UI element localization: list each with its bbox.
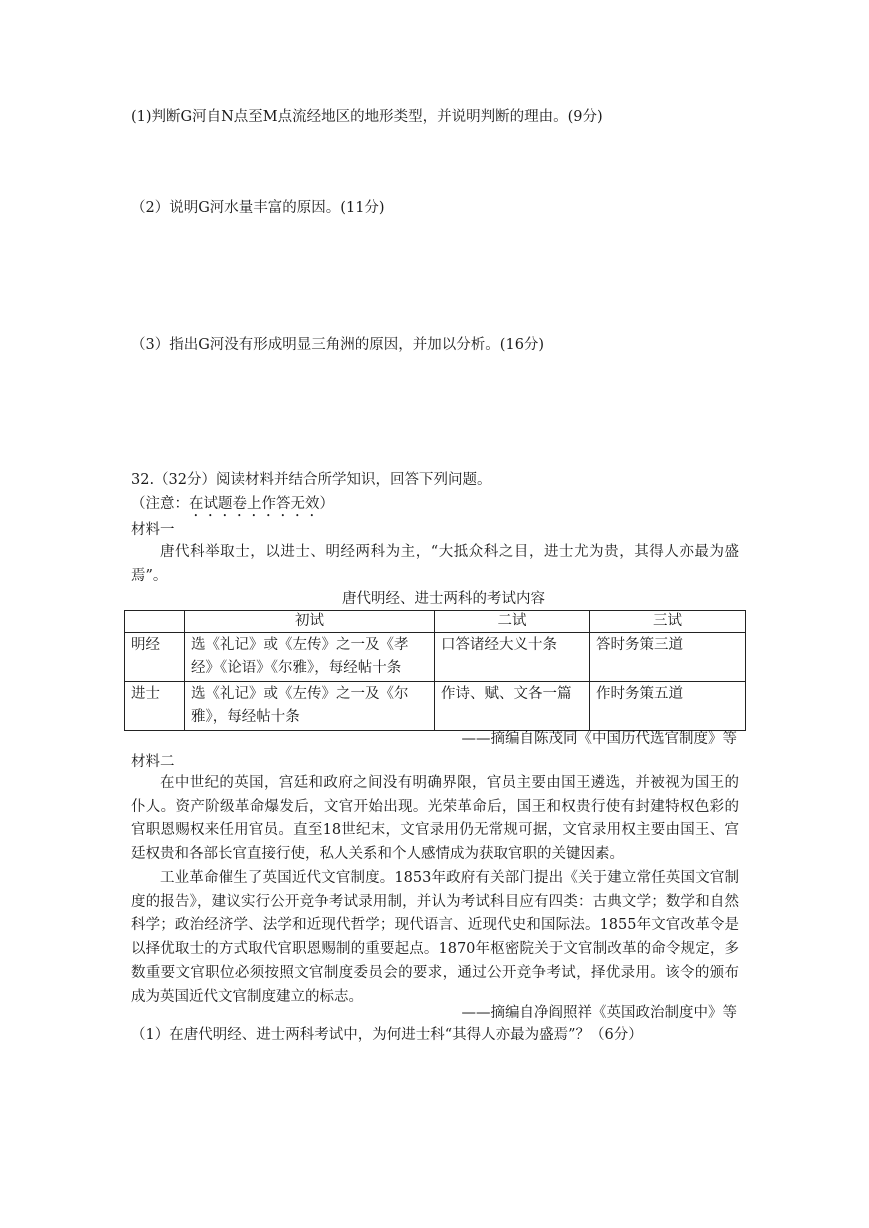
row-name: 明经: [125, 633, 185, 682]
material-1-text: 唐代科举取士，以进士、明经两科为主，“大抵众科之目，进士尤为贵，其得人亦最为盛焉”。: [131, 544, 739, 584]
question-1: (1)判断G河自N点至M点流经地区的地形类型，并说明判断的理由。(9分): [131, 109, 603, 125]
table-header-second-exam: 二试: [435, 611, 590, 633]
material-1-source: ——摘编自陈茂同《中国历代选官制度》等: [461, 731, 737, 747]
row-second-exam: 口答诸经大义十条: [435, 633, 590, 682]
table-header-first-exam: 初试: [185, 611, 435, 633]
table-caption: 唐代明经、进士两科的考试内容: [342, 591, 545, 607]
row-second-exam: 作诗、赋、文各一篇: [435, 682, 590, 731]
note-emphasis: 在试题卷上作答无效: [189, 496, 320, 512]
material-1-label: 材料一: [131, 522, 175, 538]
question-32-header: 32.（32分）阅读材料并结合所学知识，回答下列问题。: [131, 472, 492, 488]
answer-note: [131, 494, 334, 520]
table-row: [125, 633, 746, 682]
exam-content-table: [124, 610, 746, 731]
material-2-paragraph-2: 工业革命催生了英国近代文官制度。1853年政府有关部门提出《关于建立常任英国文官制度的报告》，建议实行公开竞争考试录用制，并认为考试科目应有四类：古典文学；数学和自然科学；政治经济学、法学和近现代哲学；现代语言、近现代史和国际法。1855年文官改革令是以择优取士的方式取代官职恩赐制的重要起点。1870年枢密院关于文官制改革的命令规定，多数重要文官职位必须按照文官制度委员会的要求，通过公开竞争考试，择优录用。该令的颁布成为英国近代文官制度建立的标志。: [131, 870, 739, 1005]
row-third-exam: 答时务策三道: [590, 633, 746, 682]
note-suffix: ）: [319, 496, 334, 512]
row-first-exam: 选《礼记》或《左传》之一及《尔雅》，每经帖十条: [185, 682, 435, 731]
table-header-row: [125, 611, 746, 633]
sub-question-1: （1）在唐代明经、进士两科考试中，为何进士科“其得人亦最为盛焉”？（6分）: [131, 1027, 643, 1043]
question-3: （3）指出G河没有形成明显三角洲的原因，并加以分析。(16分): [131, 337, 545, 353]
note-prefix: （注意：: [131, 496, 189, 512]
question-2: （2）说明G河水量丰富的原因。(11分): [131, 200, 385, 216]
row-name: 进士: [125, 682, 185, 731]
table-header-blank: [125, 611, 185, 633]
material-2-source: ——摘编自净阎照祥《英国政治制度中》等: [461, 1005, 737, 1021]
row-first-exam: 选《礼记》或《左传》之一及《孝经》《论语》《尔雅》，每经帖十条: [185, 633, 435, 682]
row-third-exam: 作时务策五道: [590, 682, 746, 731]
material-2-label: 材料二: [131, 754, 175, 770]
table-header-third-exam: 三试: [590, 611, 746, 633]
material-2-paragraph-1: 在中世纪的英国，宫廷和政府之间没有明确界限，官员主要由国王遴选，并被视为国王的仆人。资产阶级革命爆发后，文官开始出现。光荣革命后，国王和权贵行使有封建特权色彩的官职恩赐权来任用官员。直至18世纪末，文官录用仍无常规可据，文官录用权主要由国王、宫廷权贵和各部长官直接行使，私人关系和个人感情成为获取官职的关键因素。: [131, 775, 739, 863]
table-row: [125, 682, 746, 731]
